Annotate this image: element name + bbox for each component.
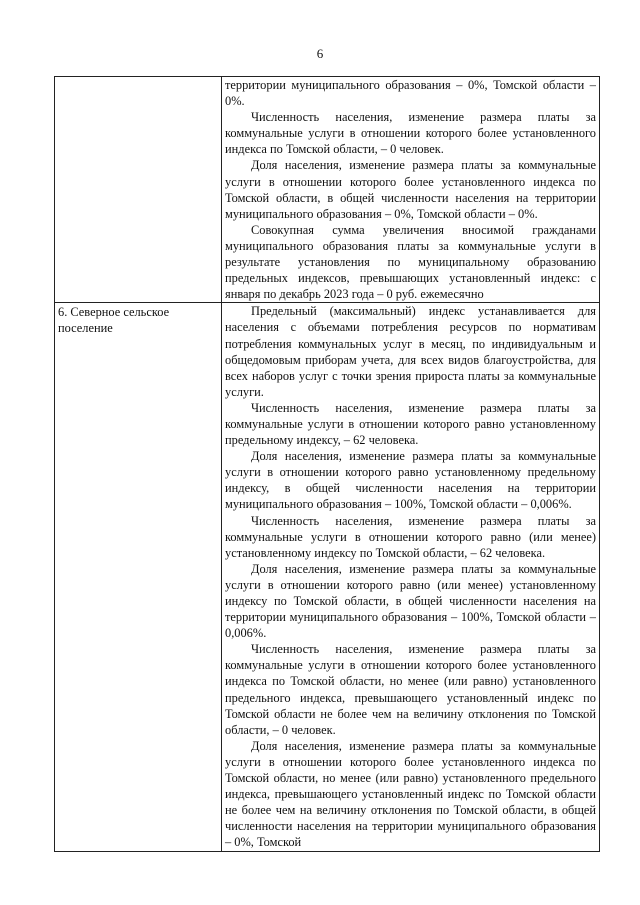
paragraph: Численность населения, изменение размера платы за коммунальные услуги в отношении которого равно установленному предельному индексу, – 62 человека. xyxy=(225,400,596,448)
paragraph: Доля населения, изменение размера платы за коммунальные услуги в отношении которого равно установленному предельному индексу, в общей численности населения на территории муниципального образования – 100%, Томской области – 0,006%. xyxy=(225,449,596,512)
settlement-cell xyxy=(55,303,222,851)
settlement-name xyxy=(58,77,218,78)
paragraph: Численность населения, изменение размера платы за коммунальные услуги в отношении которого более установленного индекса по Томской области, но менее (или равно) установленного предельного индекса, превышающего установленный индекс по Томской области не более чем на величину отклонения по Томской области, – 0 человек. xyxy=(225,642,596,737)
indices-description-cell xyxy=(222,77,600,303)
settlement-cell xyxy=(55,77,222,303)
indices-table xyxy=(54,76,600,852)
paragraph: Численность населения, изменение размера платы за коммунальные услуги в отношении которого более установленного индекса по Томской области, – 0 человек. xyxy=(225,110,596,157)
paragraph: Доля населения, изменение размера платы за коммунальные услуги в отношении которого более установленного индекса по Томской области, в общей численности населения на территории муниципального образования – 0%, Томской области – 0%. xyxy=(225,158,596,221)
settlement-name: 6. Северное сельское поселение xyxy=(58,305,170,336)
paragraph: Предельный (максимальный) индекс устанавливается для населения с объемами потребления ресурсов по нормативам потребления коммунальных услуг в месяц, по индивидуальным и общедомовым приборам учета, для всех видов благоустройства, для всех наборов услуг с точки зрения прироста платы за коммунальные услуги. xyxy=(225,304,596,399)
paragraph: Совокупная сумма увеличения вносимой гражданами муниципального образования платы за коммунальные услуги в результате установления по муниципальному образованию предельных индексов, превышающих установленный индекс: с января по декабрь 2023 года – 0 руб. ежемесячно xyxy=(225,222,596,302)
paragraph: территории муниципального образования – 0%, Томской области – 0%. xyxy=(225,78,596,109)
indices-description-cell xyxy=(222,303,600,851)
paragraph: Доля населения, изменение размера платы за коммунальные услуги в отношении которого более установленного индекса по Томской области, но менее (или равно) установленного предельного индекса, превышающего установленный индекс по Томской области не более чем на величину отклонения по Томской области, в общей численности населения на территории муниципального образования – 0%, Томской xyxy=(225,738,596,850)
table-row xyxy=(55,303,600,851)
table-row xyxy=(55,77,600,303)
paragraph: Численность населения, изменение размера платы за коммунальные услуги в отношении которого равно (или менее) установленному индексу по Томской области, – 62 человека. xyxy=(225,513,596,560)
page-number: 6 xyxy=(316,46,324,61)
paragraph: Доля населения, изменение размера платы за коммунальные услуги в отношении которого равно (или менее) установленному индексу по Томской области, в общей численности населения на территории муниципального образования – 100%, Томской области – 0,006%. xyxy=(225,561,596,641)
